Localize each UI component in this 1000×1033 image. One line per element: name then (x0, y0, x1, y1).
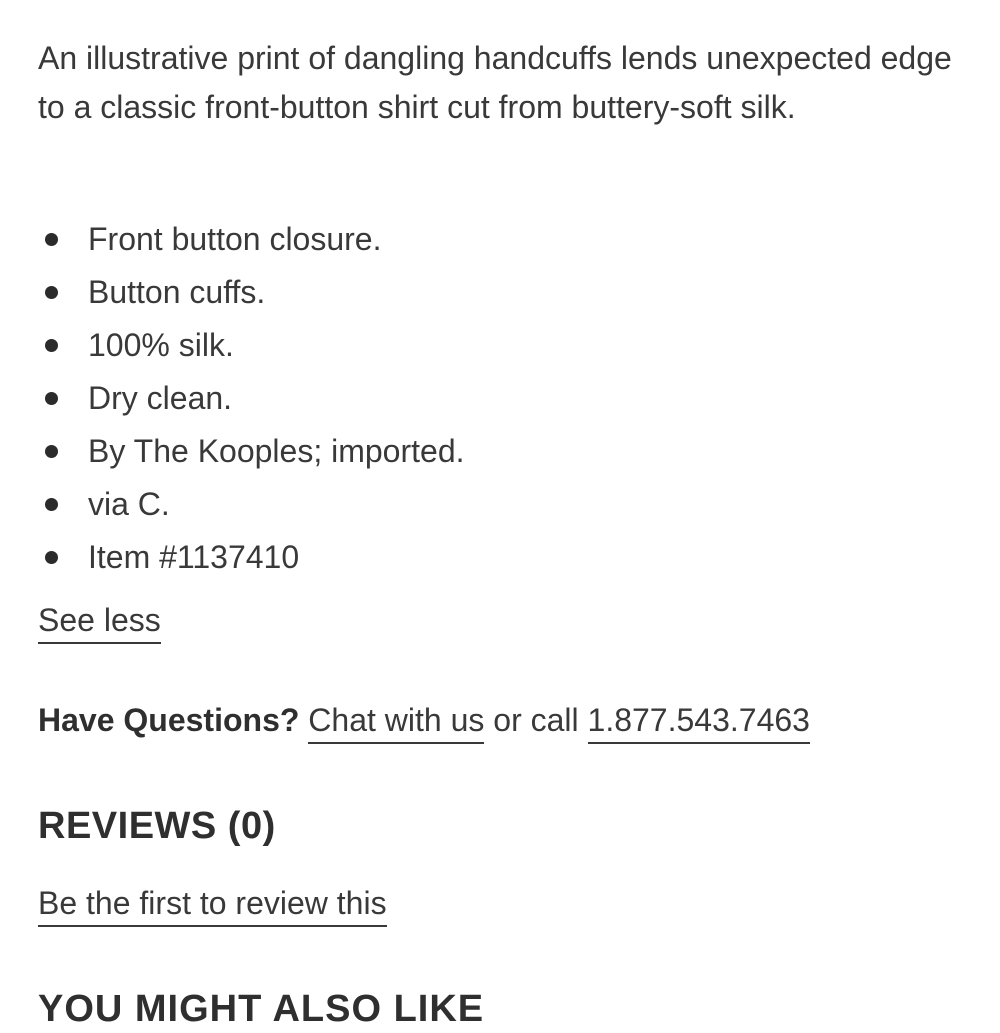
bullet-icon (45, 498, 58, 511)
also-like-heading: YOU MIGHT ALSO LIKE (38, 988, 485, 1030)
questions-row (38, 700, 810, 740)
see-less-row (38, 600, 161, 640)
bullet-icon (45, 286, 58, 299)
detail-text: via C. (88, 486, 170, 522)
list-item (38, 213, 465, 266)
list-item (38, 425, 465, 478)
list-item (38, 372, 465, 425)
bullet-icon (45, 445, 58, 458)
list-item (38, 478, 465, 531)
list-item (38, 266, 465, 319)
list-item (38, 531, 465, 584)
detail-text: Front button closure. (88, 221, 382, 257)
reviews-heading: REVIEWS (0) (38, 805, 276, 847)
list-item (38, 319, 465, 372)
bullet-icon (45, 551, 58, 564)
questions-label: Have Questions? (38, 702, 300, 738)
bullet-icon (45, 392, 58, 405)
detail-text: By The Kooples; imported. (88, 433, 465, 469)
first-review-row (38, 883, 387, 923)
or-call-text: or call (493, 702, 579, 738)
detail-text: 100% silk. (88, 327, 234, 363)
bullet-icon (45, 339, 58, 352)
detail-text: Item #1137410 (88, 539, 300, 575)
write-review-link[interactable]: Be the first to review this (38, 885, 387, 927)
product-description: An illustrative print of dangling handcuffs lends unexpected edge to a classic front-button shirt cut from buttery-soft silk. (38, 40, 952, 125)
product-details-list (38, 213, 465, 584)
chat-link[interactable]: Chat with us (308, 702, 484, 744)
see-less-link[interactable]: See less (38, 602, 161, 644)
detail-text: Button cuffs. (88, 274, 266, 310)
phone-link[interactable]: 1.877.543.7463 (588, 702, 810, 744)
bullet-icon (45, 233, 58, 246)
detail-text: Dry clean. (88, 380, 233, 416)
